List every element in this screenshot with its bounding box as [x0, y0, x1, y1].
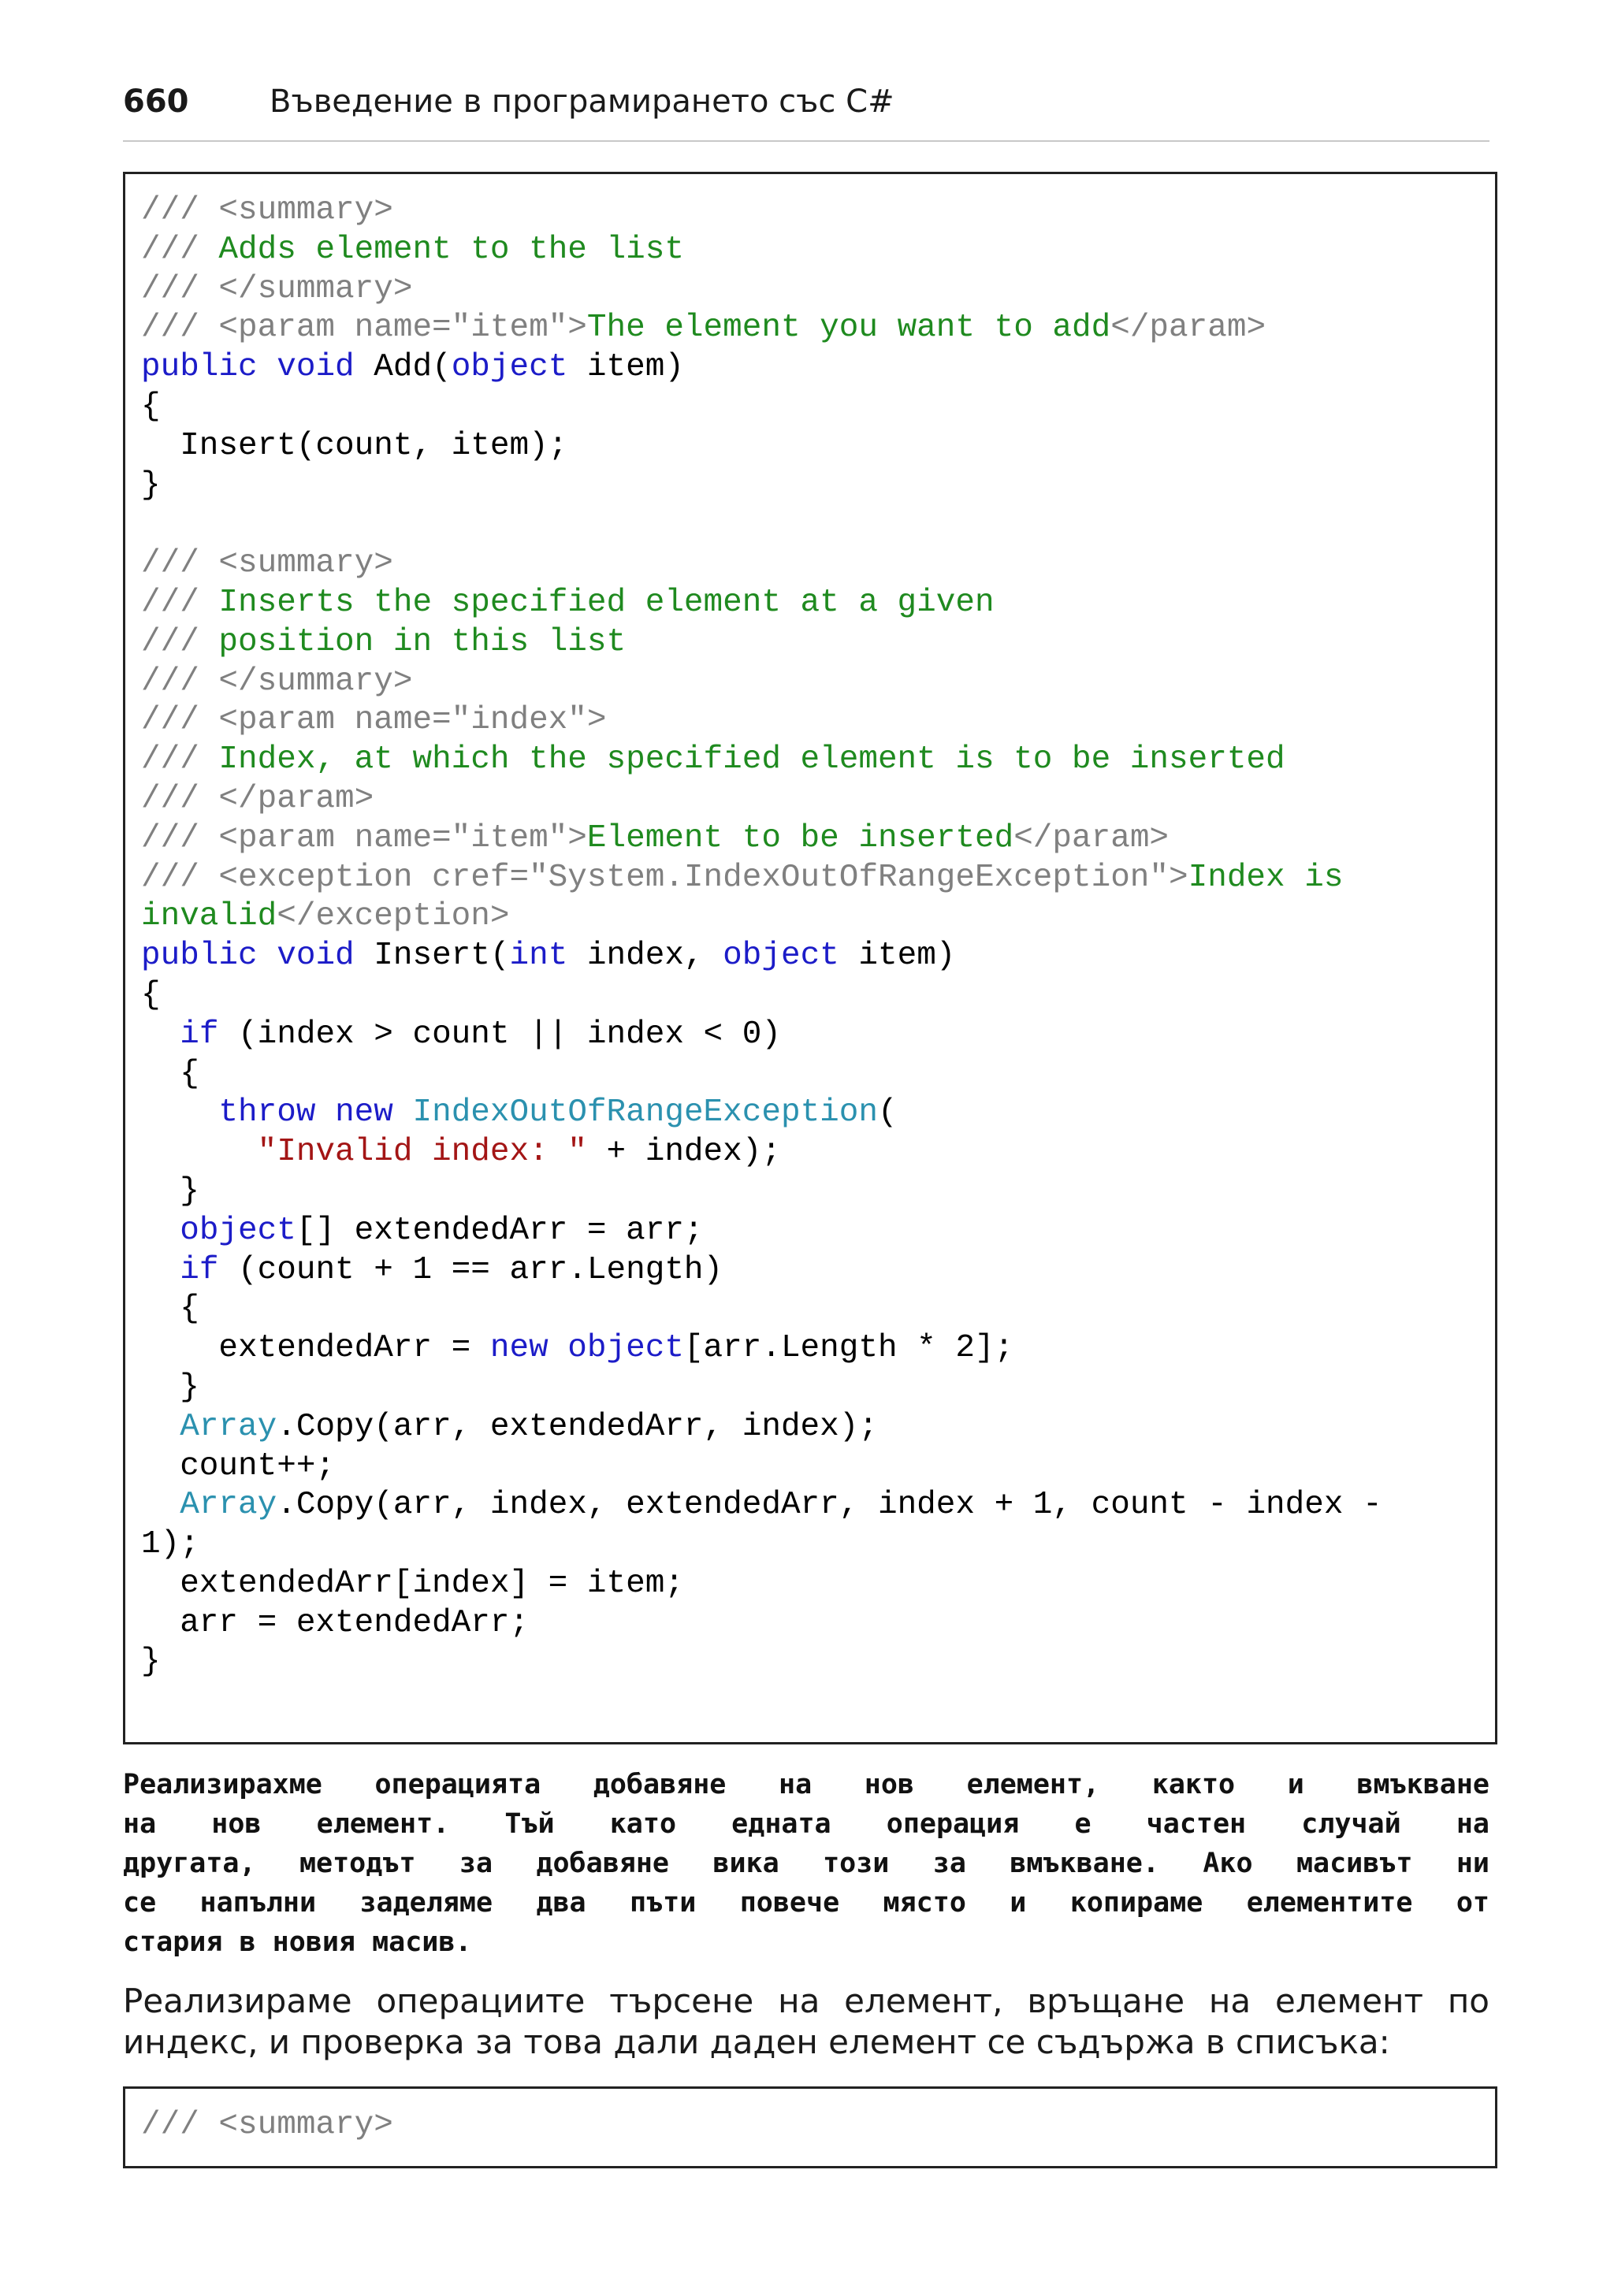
code-token: extendedArr[index] = item; — [141, 1565, 684, 1602]
code-token: item) — [839, 938, 956, 975]
code-line — [141, 1486, 1495, 1525]
code-token: { — [141, 1291, 199, 1328]
text-line: индекс, и проверка за това дали даден елемент се съдържа в списъка: — [123, 2023, 1390, 2061]
code-token: /// — [141, 231, 219, 268]
code-line — [141, 1212, 1495, 1251]
code-token: </param> — [1013, 819, 1170, 856]
code-line — [141, 1016, 1495, 1055]
code-token: .Copy(arr, index, extendedArr, index + 1, count - index - — [277, 1487, 1382, 1524]
code-token: /// <summary> — [141, 192, 393, 228]
code-token: /// <param name="index"> — [141, 702, 607, 739]
code-token — [315, 1094, 335, 1131]
code-token — [393, 1094, 413, 1131]
code-token: if — [180, 1016, 219, 1053]
code-token: /// <param name="item"> — [141, 819, 587, 856]
code-token: throw — [218, 1094, 316, 1131]
code-token: new — [335, 1094, 393, 1131]
code-token: [arr.Length * 2]; — [683, 1330, 1014, 1367]
code-line — [141, 937, 1495, 976]
code-line — [141, 1290, 1495, 1329]
code-token: /// </summary> — [141, 663, 413, 700]
code-line — [141, 270, 1495, 310]
code-token: /// <summary> — [141, 2107, 393, 2143]
code-token: extendedArr = — [141, 1330, 490, 1367]
code-token: object — [723, 938, 839, 975]
code-token: + index); — [586, 1134, 781, 1171]
code-line — [141, 897, 1495, 937]
code-line — [141, 1251, 1495, 1291]
code-token: /// </summary> — [141, 270, 413, 307]
code-token: Array — [180, 1408, 277, 1445]
code-token: Index is — [1188, 859, 1344, 896]
code-token: if — [180, 1251, 219, 1288]
code-token: ( — [877, 1094, 898, 1131]
code-line — [141, 191, 1495, 231]
code-token: Element to be inserted — [586, 819, 1014, 856]
code-token: index, — [567, 938, 723, 975]
code-token: item) — [567, 349, 684, 386]
code-token — [258, 938, 277, 974]
code-line — [141, 976, 1495, 1016]
code-line — [141, 623, 1495, 663]
code-line — [141, 231, 1495, 270]
code-token: { — [141, 388, 161, 425]
code-token — [141, 1134, 258, 1170]
code-line — [141, 1604, 1495, 1644]
code-token: invalid — [141, 898, 277, 935]
note-paragraph — [123, 1765, 1489, 1962]
text-line: стария в новия масив. — [123, 1926, 472, 1958]
code-token: 1); — [141, 1526, 199, 1563]
code-token: /// <summary> — [141, 545, 393, 582]
code-line — [141, 1055, 1495, 1094]
code-token: Inserts the specified element at a given — [218, 584, 995, 621]
code-token: void — [277, 349, 355, 386]
code-line — [141, 1369, 1495, 1408]
code-token: /// <param name="item"> — [141, 310, 587, 347]
code-token: position in this list — [218, 623, 627, 660]
code-line — [141, 466, 1495, 506]
code-token: object — [451, 349, 568, 386]
code-line — [141, 1094, 1495, 1133]
code-token: Insert(count, item); — [141, 427, 568, 464]
code-token: /// — [141, 741, 219, 778]
code-token: /// — [141, 584, 219, 621]
code-token: Insert( — [354, 938, 510, 975]
code-token: arr = extendedArr; — [141, 1604, 530, 1641]
code-line — [141, 741, 1495, 780]
code-line — [141, 1643, 1495, 1682]
code-line — [141, 388, 1495, 427]
code-line — [141, 819, 1495, 859]
body-paragraph — [123, 1981, 1489, 2063]
page-header — [123, 79, 1489, 142]
code-token: </param> — [1110, 310, 1266, 347]
code-token: int — [509, 938, 568, 975]
code-token: </exception> — [277, 898, 510, 935]
code-line — [141, 859, 1495, 898]
text-line: на нов елемент. Тъй като едната операция е частен случай на — [123, 1808, 1489, 1840]
code-token: public — [141, 349, 258, 386]
code-token — [141, 1016, 180, 1053]
code-token: Array — [180, 1487, 277, 1524]
code-token: "Invalid index: " — [257, 1134, 587, 1171]
code-token — [141, 1409, 180, 1445]
code-token: Add( — [354, 349, 452, 386]
text-line: Реализираме операциите търсене на елемент, връщане на елемент по — [123, 1982, 1489, 2020]
code-token: public — [141, 938, 258, 975]
code-line — [141, 1565, 1495, 1604]
code-line — [141, 701, 1495, 741]
code-line — [141, 2106, 1495, 2146]
code-token: IndexOutOfRangeException — [412, 1094, 878, 1131]
code-listing-add-insert — [123, 172, 1497, 1744]
code-line — [141, 544, 1495, 584]
code-token — [549, 1330, 568, 1366]
code-line — [141, 1408, 1495, 1447]
page-number: 660 — [123, 84, 189, 120]
code-line — [141, 780, 1495, 819]
code-listing-continued — [123, 2086, 1497, 2168]
code-token — [258, 349, 277, 385]
code-token: count++; — [141, 1447, 336, 1484]
code-token: /// <exception cref="System.IndexOutOfRangeException"> — [141, 859, 1188, 896]
code-token: /// </param> — [141, 780, 374, 817]
code-token: Index, at which the specified element is to be inserted — [218, 741, 1285, 778]
code-line — [141, 505, 1495, 544]
text-line: се напълни заделяме два пъти повече място и копираме елементите от — [123, 1887, 1489, 1919]
code-token: .Copy(arr, extendedArr, index); — [277, 1408, 878, 1445]
code-line — [141, 427, 1495, 466]
code-line — [141, 1447, 1495, 1487]
code-token: object — [567, 1330, 684, 1367]
code-token — [141, 1213, 180, 1249]
code-line — [141, 1525, 1495, 1565]
code-token: The element you want to add — [586, 310, 1111, 347]
code-token: new — [489, 1330, 549, 1367]
code-line — [141, 663, 1495, 702]
code-token: } — [141, 1644, 161, 1681]
code-token: /// — [141, 623, 219, 660]
code-token: } — [141, 1369, 199, 1406]
code-token: (count + 1 == arr.Length) — [218, 1251, 723, 1288]
code-line — [141, 348, 1495, 388]
code-token: } — [141, 466, 161, 503]
code-token: [] extendedArr = arr; — [296, 1212, 704, 1249]
text-line: другата, методът за добавяне вика този за вмъкване. Ако масивът ни — [123, 1848, 1489, 1879]
code-token: } — [141, 1172, 199, 1209]
code-token — [141, 1487, 180, 1523]
text-line: Реализирахме операцията добавяне на нов елемент, както и вмъкване — [123, 1769, 1489, 1800]
code-token: Adds element to the list — [218, 231, 684, 268]
code-line — [141, 1329, 1495, 1369]
code-token: void — [277, 938, 355, 975]
code-line — [141, 584, 1495, 623]
code-token: { — [141, 976, 161, 1013]
code-token: { — [141, 1055, 199, 1092]
code-token — [141, 1252, 180, 1288]
code-line — [141, 1172, 1495, 1212]
code-line — [141, 309, 1495, 348]
code-token — [141, 1094, 218, 1131]
code-token: (index > count || index < 0) — [218, 1016, 781, 1053]
code-line — [141, 1133, 1495, 1172]
book-title: Въведение в програмирането със C# — [270, 84, 894, 120]
code-token: object — [180, 1212, 296, 1249]
